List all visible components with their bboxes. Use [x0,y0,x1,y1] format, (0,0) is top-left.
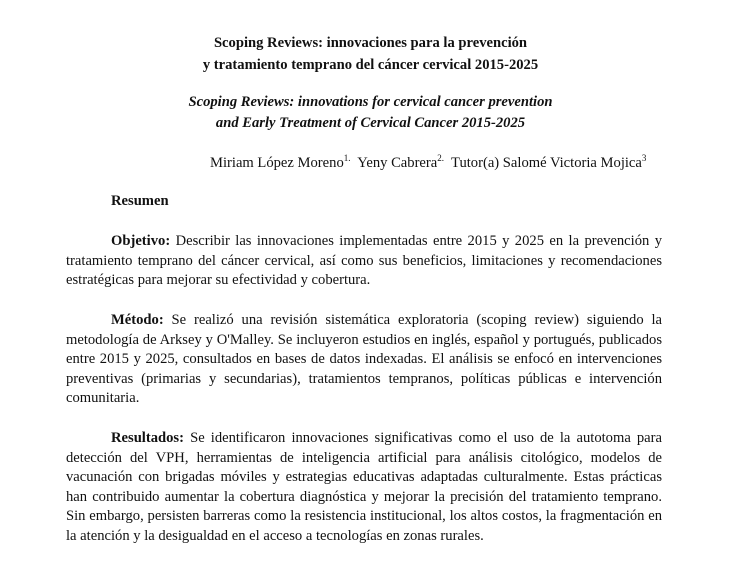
title-english [0,92,741,134]
objective-label: Objetivo: [111,233,171,249]
title-spanish [0,32,741,76]
author-affiliation-mark: 1. [343,153,351,163]
results-label: Resultados: [111,430,184,446]
author-name: Yeny Cabrera [357,155,438,171]
title-spanish-line2: y tratamiento temprano del cáncer cervical 2015-2025 [202,57,539,73]
results-text: Se identificaron innovaciones significativas como el uso de la autotoma para detección del VPH, herramientas de inteligencia artificial para análisis citológico, modelos de vacunación con brigadas móviles y estrategias educativas adaptadas culturalmente. Estas prácticas han contribuido aumentar la cobertura diagnóstica y mejorar la precisión del tratamiento temprano. Sin embargo, persisten barreras como la resistencia institucional, los altos costos, la fragmentación en la atención y la desigualdad en el acceso a tecnologías en zonas rurales. [66,430,663,544]
author-name: Tutor(a) Salomé Victoria Mojica [451,155,642,171]
title-spanish-line1: Scoping Reviews: innovaciones para la prevención [213,35,528,51]
method-label: Método: [111,312,164,328]
author-name: Miriam López Moreno [210,155,344,171]
method-paragraph [66,311,662,409]
objective-paragraph [66,232,662,291]
results-paragraph [66,429,662,547]
author-affiliation-mark: 2. [437,153,444,163]
author-list [210,153,646,173]
method-text: Se realizó una revisión sistemática exploratoria (scoping review) siguiendo la metodología de Arksey y O'Malley. Se incluyeron estudios en inglés, español y portugués, publicados entre 2015 y 2025, consultados en bases de datos indexadas. El análisis se enfocó en intervenciones preventivas (primarias y secundarias), tratamientos tempranos, políticas públicas e intervención comunitaria. [66,312,662,407]
abstract-heading: Resumen [111,193,169,209]
objective-text: Describir las innovaciones implementadas entre 2015 y 2025 en la prevención y tratamiento temprano del cáncer cervical, así como sus beneficios, limitaciones y recomendaciones estratégicas para mejorar su efectividad y cobertura. [66,233,662,289]
author-affiliation-mark: 3 [641,153,647,163]
title-english-line1: Scoping Reviews: innovations for cervical cancer prevention [188,94,553,110]
title-english-line2: and Early Treatment of Cervical Cancer 2015-2025 [215,115,526,131]
